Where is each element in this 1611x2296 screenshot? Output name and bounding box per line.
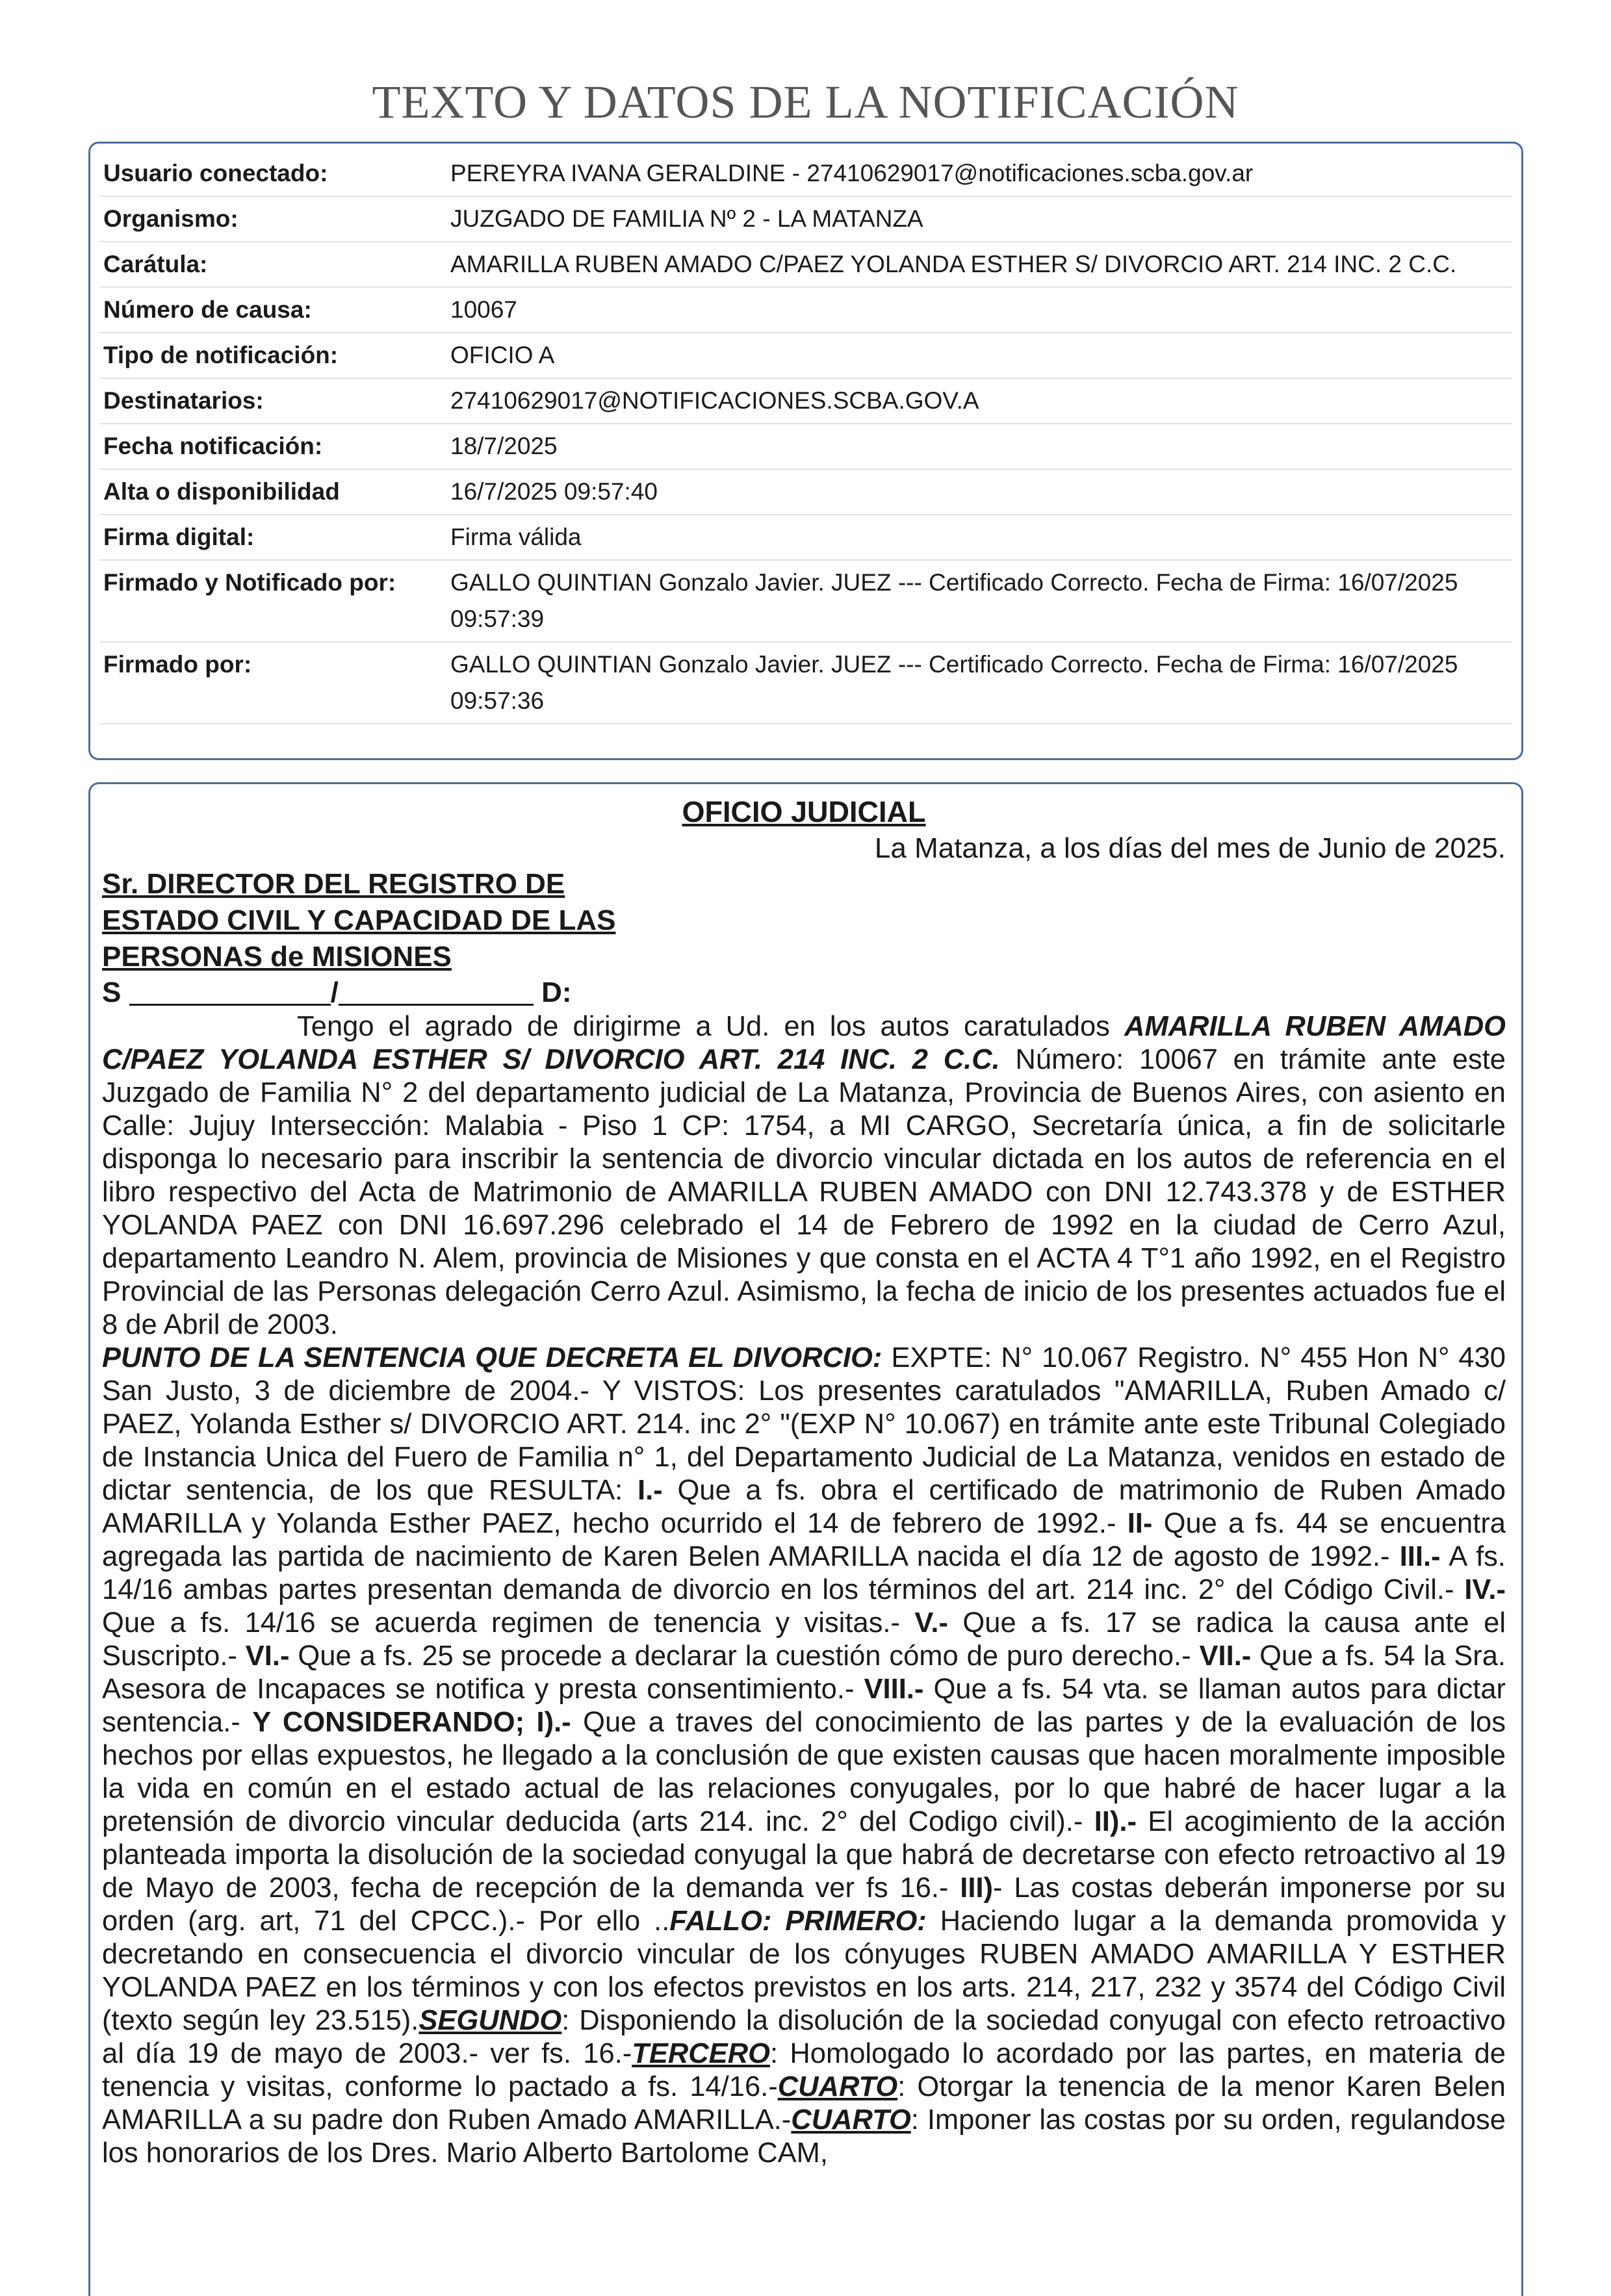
p2-text-16: : Otorgar la tenencia de la menor Karen Belen AMARILLA a su padre don Ruben Amado AMARILLA.- — [102, 2071, 1506, 2136]
p1-text-1: Tengo el agrado de dirigirme a Ud. en los autos caratulados — [297, 1011, 1124, 1042]
p2-text-4: A fs. 14/16 ambas partes presentan demanda de divorcio en los términos del art. 214 inc. 2° del Código Civil.- — [102, 1541, 1506, 1605]
p2-ii-2: II).- — [1094, 1806, 1137, 1837]
meta-label: Número de causa: — [103, 296, 312, 323]
p2-ii: II- — [1127, 1508, 1153, 1539]
p2-text-13: Haciendo lugar a la demanda promovida y decretando en consecuencia el divorcio vincular de los cónyuges RUBEN AMADO AMARILLA Y ESTHER YOLANDA PAEZ en los términos y con los efectos previstos en los arts. 214, 217, 232 y 3574 del Código Civil (texto según ley 23.515). — [102, 1906, 1506, 2036]
document-panel — [88, 782, 1523, 2296]
meta-label: Firmado y Notificado por: — [103, 569, 396, 596]
p2-iv: IV.- — [1464, 1574, 1506, 1605]
meta-value: GALLO QUINTIAN Gonzalo Javier. JUEZ --- Certificado Correcto. Fecha de Firma: 16/07/2025 09:57:39 — [450, 569, 1458, 632]
paragraph-intro — [102, 1010, 1506, 1342]
p1-text-2: Número: 10067 en trámite ante este Juzgado de Familia N° 2 del departamento judicial de La Matanza, Provincia de Buenos Aires, con asiento en Calle: Jujuy Intersección: Malabia - Piso 1 CP: 1754, a MI CARGO, Secretaría única, a fin de solicitarle disponga lo necesario para inscribir la sentencia de divorcio vincular dictada en los autos de referencia en el libro respectivo del Acta de Matrimonio de AMARILLA RUBEN AMADO con DNI 12.743.378 y de ESTHER YOLANDA PAEZ con DNI 16.697.296 celebrado el 14 de Febrero de 1992 en la ciudad de Cerro Azul, departamento Leandro N. Alem, provincia de Misiones y que consta en el ACTA 4 T°1 año 1992, en el Registro Provincial de las Personas delegación Cerro Azul. Asimismo, la fecha de inicio de los presentes actuados fue el 8 de Abril de 2003. — [102, 1044, 1506, 1340]
p2-iii: III.- — [1399, 1541, 1441, 1572]
meta-label: Carátula: — [103, 251, 208, 277]
p2-text-1: EXPTE: N° 10.067 Registro. N° 455 Hon N° 430 San Justo, 3 de diciembre de 2004.- Y VISTOS: Los presentes caratulados "AMARILLA, Ruben Amado c/ PAEZ, Yolanda Esther s/ DIVORCIO ART. 214. inc 2° "(EXP N° 10.067) en trámite ante este Tribunal Colegiado de Instancia Unica del Fuero de Familia n° 1, del Departamento Judicial de La Matanza, venidos en estado de dictar sentencia, de los que RESULTA: — [102, 1342, 1506, 1506]
salutation-s: S — [102, 976, 122, 1008]
meta-label: Fecha notificación: — [103, 433, 323, 459]
p2-considerando: Y CONSIDERANDO; I).- — [252, 1707, 571, 1738]
document-date-line: La Matanza, a los días del mes de Junio de 2025. — [874, 832, 1506, 864]
p2-text-12: - Las costas deberán imponerse por su orden (arg. art, 71 del CPCC.).- Por ello .. — [102, 1872, 1506, 1937]
meta-label: Firmado por: — [103, 651, 252, 678]
p2-viii: VIII.- — [864, 1674, 924, 1705]
meta-row — [99, 379, 1512, 424]
document-heading: OFICIO JUDICIAL — [682, 795, 926, 828]
meta-label: Organismo: — [103, 205, 238, 232]
meta-row — [99, 288, 1512, 333]
addressee: Sr. DIRECTOR DEL REGISTRO DE ESTADO CIVIL Y CAPACIDAD DE LAS PERSONAS de MISIONES — [102, 868, 616, 973]
meta-row — [99, 197, 1512, 242]
p2-text-3: Que a fs. 44 se encuentra agregada las partida de nacimiento de Karen Belen AMARILLA nacida el día 12 de agosto de 1992.- — [102, 1508, 1506, 1572]
meta-label: Usuario conectado: — [103, 160, 328, 186]
p2-fallo: FALLO: PRIMERO: — [669, 1906, 927, 1937]
p2-punto-heading: PUNTO DE LA SENTENCIA QUE DECRETA EL DIVORCIO: — [102, 1342, 883, 1373]
meta-row — [99, 643, 1512, 724]
p2-text-2: Que a fs. obra el certificado de matrimonio de Ruben Amado AMARILLA y Yolanda Esther PAEZ, hecho ocurrido el 14 de febrero de 1992.- — [102, 1475, 1506, 1539]
salutation-d: D: — [541, 976, 572, 1008]
p2-text-5: Que a fs. 14/16 se acuerda regimen de tenencia y visitas.- — [102, 1607, 915, 1639]
p2-segundo: SEGUNDO — [419, 2005, 562, 2036]
meta-row — [99, 424, 1512, 470]
meta-value: 10067 — [450, 296, 517, 323]
p2-tercero: TERCERO — [632, 2038, 770, 2069]
meta-row — [99, 561, 1512, 643]
p2-cuarto-2: CUARTO — [791, 2104, 911, 2136]
salutation-slash: / — [330, 976, 339, 1008]
meta-value: Firma válida — [450, 524, 582, 550]
p2-cuarto-1: CUARTO — [777, 2071, 898, 2102]
p2-v: V.- — [914, 1607, 948, 1639]
meta-label: Tipo de notificación: — [103, 342, 339, 368]
p2-vi: VI.- — [245, 1640, 290, 1672]
page-title: TEXTO Y DATOS DE LA NOTIFICACIÓN — [372, 76, 1239, 128]
meta-value: 16/7/2025 09:57:40 — [450, 478, 658, 505]
p2-text-6: Que a fs. 17 se radica la causa ante el Suscripto.- — [102, 1607, 1506, 1672]
p2-text-15: : Homologado lo acordado por las partes, en materia de tenencia y visitas, conforme lo pactado a fs. 14/16.- — [102, 2038, 1506, 2102]
p2-text-17: : Imponer las costas por su orden, regulandose los honorarios de los Dres. Mario Alberto Bartolome CAM, — [102, 2104, 1506, 2169]
p2-text-11: El acogimiento de la acción planteada importa la disolución de la sociedad conyugal la que habrá de decretarse con efecto retroactivo al 19 de Mayo de 2003, fecha de recepción de la demanda ver fs 16.- — [102, 1806, 1506, 1904]
meta-row — [99, 470, 1512, 515]
p2-text-10: Que a traves del conocimiento de las partes y de la evaluación de los hechos por ellas expuestos, he llegado a la conclusión de que existen causas que hacen moralmente imposible la vida en común en el estado actual de las relaciones conyugales, por lo que habré de hacer lugar a la pretensión de divorcio vincular deducida (arts 214. inc. 2° del Codigo civil).- — [102, 1707, 1506, 1837]
meta-value: AMARILLA RUBEN AMADO C/PAEZ YOLANDA ESTHER S/ DIVORCIO ART. 214 INC. 2 C.C. — [450, 251, 1457, 277]
salutation — [102, 975, 1506, 1010]
meta-row — [99, 242, 1512, 288]
p2-text-8: Que a fs. 54 la Sra. Asesora de Incapaces se notifica y presta consentimiento.- — [102, 1640, 1506, 1705]
meta-row — [99, 333, 1512, 379]
p2-text-9: Que a fs. 54 vta. se llaman autos para dictar sentencia.- — [102, 1674, 1506, 1738]
meta-value: JUZGADO DE FAMILIA Nº 2 - LA MATANZA — [450, 205, 923, 232]
meta-value: PEREYRA IVANA GERALDINE - 27410629017@notificaciones.scba.gov.ar — [450, 160, 1254, 186]
p2-vii: VII.- — [1199, 1640, 1252, 1672]
p2-i: I.- — [638, 1475, 663, 1506]
meta-value: GALLO QUINTIAN Gonzalo Javier. JUEZ --- Certificado Correcto. Fecha de Firma: 16/07/2025 09:57:36 — [450, 651, 1458, 714]
salutation-blank-1 — [129, 978, 331, 1006]
meta-row — [99, 151, 1512, 197]
paragraph-sentencia — [102, 1342, 1506, 2170]
meta-value: OFICIO A — [450, 342, 555, 368]
p1-caratula: AMARILLA RUBEN AMADO C/PAEZ YOLANDA ESTHER S/ DIVORCIO ART. 214 INC. 2 C.C. — [102, 1011, 1506, 1075]
salutation-blank-2 — [339, 978, 534, 1006]
p2-text-14: : Disponiendo la disolución de la sociedad conyugal con efecto retroactivo al día 19 de mayo de 2003.- ver fs. 16.- — [102, 2005, 1506, 2069]
meta-row — [99, 515, 1512, 561]
meta-value: 27410629017@NOTIFICACIONES.SCBA.GOV.A — [450, 387, 979, 414]
p2-iii-2: III) — [960, 1872, 994, 1904]
meta-label: Firma digital: — [103, 524, 255, 550]
meta-value: 18/7/2025 — [450, 433, 558, 459]
notification-details-panel — [88, 142, 1523, 760]
p2-text-7: Que a fs. 25 se procede a declarar la cuestión cómo de puro derecho.- — [289, 1640, 1200, 1672]
meta-label: Destinatarios: — [103, 387, 264, 414]
meta-label: Alta o disponibilidad — [103, 478, 340, 505]
